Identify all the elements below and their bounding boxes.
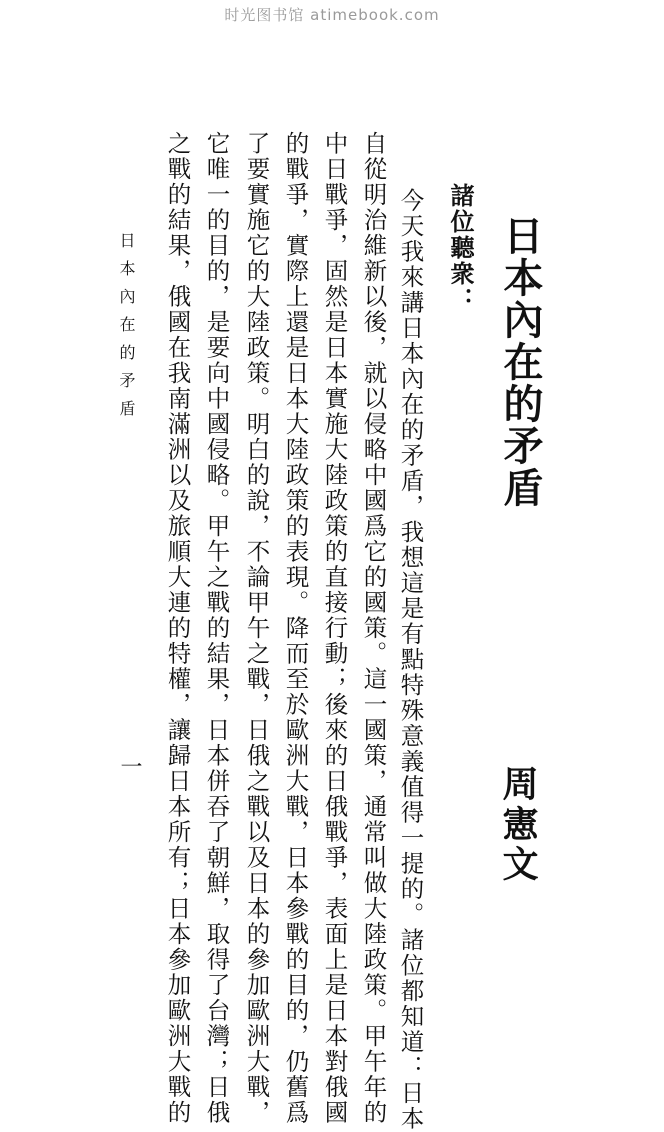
- body-line: 自從明治維新以後，就以侵略中國爲它的國策。這一國策，通常叫做大陸政策。甲午年的: [359, 131, 388, 1126]
- page-title: 日本內在的矛盾: [497, 215, 544, 509]
- body-line: 之戰的結果，俄國在我南滿洲以及旅順大連的特權，讓歸日本所有；日本參加歐洲大戰的: [163, 131, 192, 1126]
- body-line: 它唯一的目的，是要向中國侵略。甲午之戰的結果，日本併吞了朝鮮，取得了台灣；日俄: [202, 131, 231, 1126]
- page-number: 一: [117, 755, 142, 777]
- body-line: 的戰爭，實際上還是日本大陸政策的表現。降而至於歐洲大戰，日本參戰的目的，仍舊爲: [281, 131, 310, 1126]
- salutation: 諸位聽衆：: [446, 183, 475, 313]
- watermark: 时光图书馆 atimebook.com: [224, 6, 440, 24]
- body-line: 今天我來講日本內在的矛盾，我想這是有點特殊意義值得一提的。諸位都知道：日本: [396, 188, 425, 1132]
- body-line: 了要實施它的大陸政策。明白的說，不論甲午之戰，日俄之戰以及日本的參加歐洲大戰，: [242, 131, 271, 1126]
- running-head: 日本內在的矛盾: [117, 232, 136, 428]
- author-name: 周憲文: [497, 765, 539, 885]
- body-line: 中日戰爭，固然是日本實施大陸政策的直接行動；後來的日俄戰爭，表面上是日本對俄國: [320, 131, 349, 1126]
